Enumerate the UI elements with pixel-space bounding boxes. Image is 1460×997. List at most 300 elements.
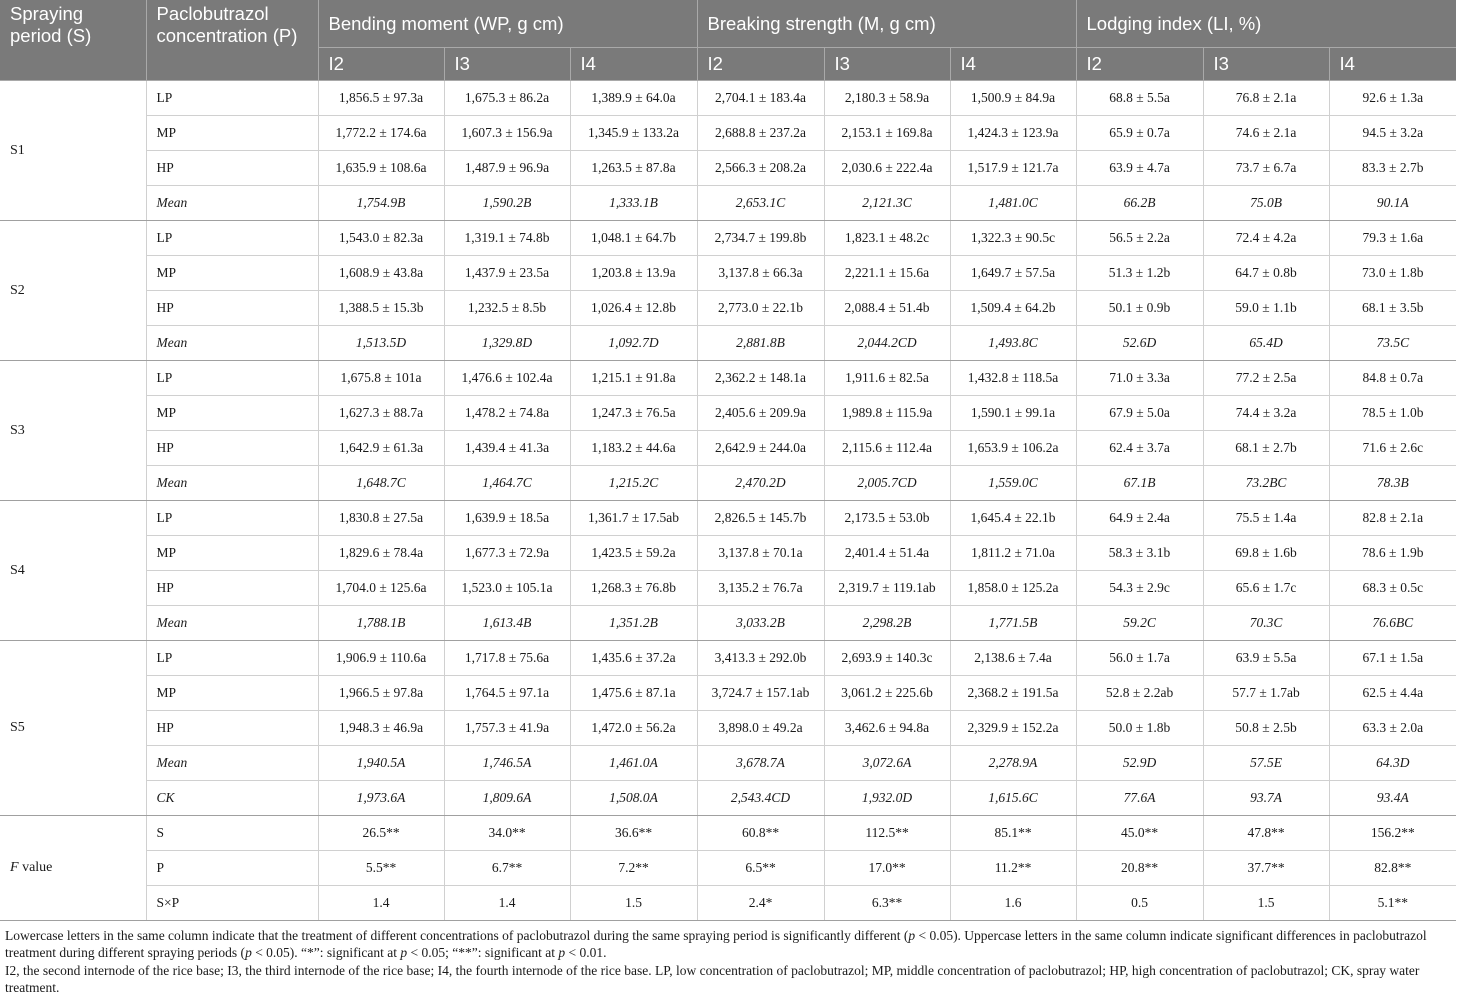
table-row [0, 746, 1456, 781]
value-cell: 73.0 ± 1.8b [1329, 256, 1456, 291]
value-cell: 156.2** [1329, 816, 1456, 851]
subheader-i2: I2 [1076, 48, 1203, 81]
concentration-cell: Mean [146, 326, 318, 361]
value-cell: 68.8 ± 5.5a [1076, 81, 1203, 116]
value-cell: 3,137.8 ± 70.1a [697, 536, 824, 571]
value-cell: 67.1B [1076, 466, 1203, 501]
value-cell: 5.1** [1329, 886, 1456, 921]
value-cell: 1,823.1 ± 48.2c [824, 221, 950, 256]
value-cell: 82.8 ± 2.1a [1329, 501, 1456, 536]
value-cell: 73.5C [1329, 326, 1456, 361]
value-cell: 92.6 ± 1.3a [1329, 81, 1456, 116]
table-row [0, 81, 1456, 116]
table-row [0, 291, 1456, 326]
value-cell: 52.8 ± 2.2ab [1076, 676, 1203, 711]
value-cell: 70.3C [1203, 606, 1329, 641]
value-cell: 47.8** [1203, 816, 1329, 851]
value-cell: 69.8 ± 1.6b [1203, 536, 1329, 571]
value-cell: 1,517.9 ± 121.7a [950, 151, 1076, 186]
value-cell: 64.3D [1329, 746, 1456, 781]
value-cell: 62.4 ± 3.7a [1076, 431, 1203, 466]
concentration-cell: HP [146, 431, 318, 466]
value-cell: 1,461.0A [570, 746, 697, 781]
value-cell: 0.5 [1076, 886, 1203, 921]
value-cell: 67.9 ± 5.0a [1076, 396, 1203, 431]
value-cell: 78.5 ± 1.0b [1329, 396, 1456, 431]
value-cell: 65.6 ± 1.7c [1203, 571, 1329, 606]
value-cell: 1,263.5 ± 87.8a [570, 151, 697, 186]
spraying-period-cell: S3 [0, 361, 146, 501]
value-cell: 83.3 ± 2.7b [1329, 151, 1456, 186]
table-row [0, 606, 1456, 641]
value-cell: 82.8** [1329, 851, 1456, 886]
value-cell: 1,472.0 ± 56.2a [570, 711, 697, 746]
header-lodging-index: Lodging index (LI, %) [1076, 0, 1456, 48]
value-cell: 5.5** [318, 851, 444, 886]
value-cell: 6.5** [697, 851, 824, 886]
value-cell: 93.4A [1329, 781, 1456, 816]
value-cell: 1,764.5 ± 97.1a [444, 676, 570, 711]
value-cell: 57.5E [1203, 746, 1329, 781]
table-row [0, 711, 1456, 746]
concentration-cell: LP [146, 641, 318, 676]
value-cell: 1,493.8C [950, 326, 1076, 361]
value-cell: 1,361.7 ± 17.5ab [570, 501, 697, 536]
value-cell: 1,627.3 ± 88.7a [318, 396, 444, 431]
value-cell: 112.5** [824, 816, 950, 851]
subheader-i2: I2 [697, 48, 824, 81]
value-cell: 1,481.0C [950, 186, 1076, 221]
value-cell: 20.8** [1076, 851, 1203, 886]
value-cell: 7.2** [570, 851, 697, 886]
value-cell: 1,487.9 ± 96.9a [444, 151, 570, 186]
table-row [0, 466, 1456, 501]
concentration-cell: HP [146, 711, 318, 746]
value-cell: 76.6BC [1329, 606, 1456, 641]
value-cell: 57.7 ± 1.7ab [1203, 676, 1329, 711]
value-cell: 2,401.4 ± 51.4a [824, 536, 950, 571]
value-cell: 1,648.7C [318, 466, 444, 501]
spraying-period-cell: S1 [0, 81, 146, 221]
table-body [0, 81, 1456, 921]
header-paclobutrazol-text: Paclobutrazol concentration (P) [156, 3, 298, 46]
header-spraying-period [0, 0, 146, 81]
concentration-cell: Mean [146, 466, 318, 501]
value-cell: 2,005.7CD [824, 466, 950, 501]
value-cell: 2.4* [697, 886, 824, 921]
value-cell: 2,278.9A [950, 746, 1076, 781]
value-cell: 2,566.3 ± 208.2a [697, 151, 824, 186]
concentration-cell: HP [146, 291, 318, 326]
concentration-cell: MP [146, 536, 318, 571]
value-cell: 73.2BC [1203, 466, 1329, 501]
value-cell: 1,590.2B [444, 186, 570, 221]
value-cell: 60.8** [697, 816, 824, 851]
value-cell: 78.3B [1329, 466, 1456, 501]
value-cell: 6.3** [824, 886, 950, 921]
table-row [0, 536, 1456, 571]
subheader-i4: I4 [570, 48, 697, 81]
footnote-significance [5, 927, 1451, 961]
value-cell: 1,351.2B [570, 606, 697, 641]
value-cell: 1,607.3 ± 156.9a [444, 116, 570, 151]
value-cell: 65.9 ± 0.7a [1076, 116, 1203, 151]
value-cell: 1,559.0C [950, 466, 1076, 501]
value-cell: 50.0 ± 1.8b [1076, 711, 1203, 746]
value-cell: 2,088.4 ± 51.4b [824, 291, 950, 326]
value-cell: 1,704.0 ± 125.6a [318, 571, 444, 606]
footnote-p: p [245, 945, 252, 960]
table-row [0, 886, 1456, 921]
footnote-text: < 0.05). “*”: significant at [251, 945, 401, 960]
value-cell: 93.7A [1203, 781, 1329, 816]
value-cell: 1,911.6 ± 82.5a [824, 361, 950, 396]
table-row [0, 256, 1456, 291]
value-cell: 1,788.1B [318, 606, 444, 641]
value-cell: 1,653.9 ± 106.2a [950, 431, 1076, 466]
table-header [0, 0, 1456, 81]
footnote-p: p [908, 928, 916, 943]
value-cell: 1,333.1B [570, 186, 697, 221]
value-cell: 2,881.8B [697, 326, 824, 361]
value-cell: 1.4 [318, 886, 444, 921]
value-cell: 1,500.9 ± 84.9a [950, 81, 1076, 116]
value-cell: 67.1 ± 1.5a [1329, 641, 1456, 676]
value-cell: 84.8 ± 0.7a [1329, 361, 1456, 396]
value-cell: 74.6 ± 2.1a [1203, 116, 1329, 151]
value-cell: 2,470.2D [697, 466, 824, 501]
concentration-cell: LP [146, 361, 318, 396]
value-cell: 1,608.9 ± 43.8a [318, 256, 444, 291]
value-cell: 1,389.9 ± 64.0a [570, 81, 697, 116]
value-cell: 1,635.9 ± 108.6a [318, 151, 444, 186]
value-cell: 54.3 ± 2.9c [1076, 571, 1203, 606]
value-cell: 2,773.0 ± 22.1b [697, 291, 824, 326]
table-row [0, 676, 1456, 711]
value-cell: 2,653.1C [697, 186, 824, 221]
value-cell: 56.0 ± 1.7a [1076, 641, 1203, 676]
value-cell: 3,462.6 ± 94.8a [824, 711, 950, 746]
value-cell: 63.3 ± 2.0a [1329, 711, 1456, 746]
footnote-text: < 0.05; “**”: significant at [407, 945, 559, 960]
footnote-text: Lowercase letters in the same column indicate that the treatment of different concentrations of paclobutrazol during the same spraying period is significantly different ( [5, 928, 909, 943]
value-cell: 2,734.7 ± 199.8b [697, 221, 824, 256]
value-cell: 1,508.0A [570, 781, 697, 816]
value-cell: 65.4D [1203, 326, 1329, 361]
value-cell: 75.5 ± 1.4a [1203, 501, 1329, 536]
subheader-i3: I3 [824, 48, 950, 81]
value-cell: 2,368.2 ± 191.5a [950, 676, 1076, 711]
value-cell: 1,464.7C [444, 466, 570, 501]
value-cell: 50.8 ± 2.5b [1203, 711, 1329, 746]
value-cell: 56.5 ± 2.2a [1076, 221, 1203, 256]
value-cell: 1,757.3 ± 41.9a [444, 711, 570, 746]
value-cell: 1,543.0 ± 82.3a [318, 221, 444, 256]
table-row [0, 396, 1456, 431]
value-cell: 71.6 ± 2.6c [1329, 431, 1456, 466]
value-cell: 72.4 ± 4.2a [1203, 221, 1329, 256]
value-cell: 1,717.8 ± 75.6a [444, 641, 570, 676]
value-cell: 1,906.9 ± 110.6a [318, 641, 444, 676]
concentration-cell: MP [146, 396, 318, 431]
spraying-period-cell: S5 [0, 641, 146, 816]
concentration-cell: Mean [146, 606, 318, 641]
value-cell: 34.0** [444, 816, 570, 851]
footnote-text: < 0.05). Uppercase letters in the same column indicate significant differences in paclobutrazol treatment during different spraying periods ( [5, 928, 1427, 960]
value-cell: 1,329.8D [444, 326, 570, 361]
subheader-i2: I2 [318, 48, 444, 81]
value-cell: 1,432.8 ± 118.5a [950, 361, 1076, 396]
value-cell: 1,523.0 ± 105.1a [444, 571, 570, 606]
concentration-cell: MP [146, 116, 318, 151]
value-cell: 94.5 ± 3.2a [1329, 116, 1456, 151]
value-cell: 1,345.9 ± 133.2a [570, 116, 697, 151]
value-cell: 1,829.6 ± 78.4a [318, 536, 444, 571]
value-cell: 2,121.3C [824, 186, 950, 221]
value-cell: 50.1 ± 0.9b [1076, 291, 1203, 326]
value-cell: 1,771.5B [950, 606, 1076, 641]
value-cell: 90.1A [1329, 186, 1456, 221]
value-cell: 52.6D [1076, 326, 1203, 361]
footnote-text: < 0.01. [565, 945, 607, 960]
value-cell: 1,513.5D [318, 326, 444, 361]
value-cell: 2,329.9 ± 152.2a [950, 711, 1076, 746]
value-cell: 2,642.9 ± 244.0a [697, 431, 824, 466]
value-cell: 1.4 [444, 886, 570, 921]
value-cell: 1,858.0 ± 125.2a [950, 571, 1076, 606]
value-cell: 1,639.9 ± 18.5a [444, 501, 570, 536]
header-breaking-strength: Breaking strength (M, g cm) [697, 0, 1076, 48]
value-cell: 2,298.2B [824, 606, 950, 641]
value-cell: 1,675.3 ± 86.2a [444, 81, 570, 116]
value-cell: 1,183.2 ± 44.6a [570, 431, 697, 466]
table-row [0, 361, 1456, 396]
subheader-i3: I3 [1203, 48, 1329, 81]
value-cell: 6.7** [444, 851, 570, 886]
value-cell: 75.0B [1203, 186, 1329, 221]
value-cell: 63.9 ± 4.7a [1076, 151, 1203, 186]
value-cell: 2,405.6 ± 209.9a [697, 396, 824, 431]
concentration-cell: HP [146, 571, 318, 606]
value-cell: 2,044.2CD [824, 326, 950, 361]
value-cell: 1,478.2 ± 74.8a [444, 396, 570, 431]
value-cell: 1,754.9B [318, 186, 444, 221]
header-paclobutrazol-concentration [146, 0, 318, 81]
value-cell: 62.5 ± 4.4a [1329, 676, 1456, 711]
table-row [0, 326, 1456, 361]
value-cell: 1.6 [950, 886, 1076, 921]
value-cell: 17.0** [824, 851, 950, 886]
value-cell: 3,724.7 ± 157.1ab [697, 676, 824, 711]
concentration-cell: S×P [146, 886, 318, 921]
value-cell: 2,138.6 ± 7.4a [950, 641, 1076, 676]
footnote-abbreviations: I2, the second internode of the rice base; I3, the third internode of the rice base; I4, the fourth internode of the rice base. LP, low concentration of paclobutrazol; MP, middle concentration of paclobutrazol; HP, high concentration of paclobutrazol; CK, spray water treatment. [5, 963, 1420, 995]
table-row [0, 816, 1456, 851]
header-spraying-period-text: Spraying period (S) [10, 3, 92, 46]
value-cell: 2,693.9 ± 140.3c [824, 641, 950, 676]
value-cell: 51.3 ± 1.2b [1076, 256, 1203, 291]
value-cell: 64.7 ± 0.8b [1203, 256, 1329, 291]
header-bending-moment: Bending moment (WP, g cm) [318, 0, 697, 48]
value-cell: 1.5 [1203, 886, 1329, 921]
subheader-i4: I4 [1329, 48, 1456, 81]
value-cell: 1,811.2 ± 71.0a [950, 536, 1076, 571]
value-cell: 3,061.2 ± 225.6b [824, 676, 950, 711]
value-cell: 1,268.3 ± 76.8b [570, 571, 697, 606]
value-cell: 2,115.6 ± 112.4a [824, 431, 950, 466]
value-cell: 1,613.4B [444, 606, 570, 641]
value-cell: 1,092.7D [570, 326, 697, 361]
value-cell: 1,590.1 ± 99.1a [950, 396, 1076, 431]
value-cell: 2,153.1 ± 169.8a [824, 116, 950, 151]
value-cell: 59.0 ± 1.1b [1203, 291, 1329, 326]
concentration-cell: LP [146, 221, 318, 256]
footnote-p: p [558, 945, 566, 960]
value-cell: 11.2** [950, 851, 1076, 886]
value-cell: 1,439.4 ± 41.3a [444, 431, 570, 466]
value-cell: 1,423.5 ± 59.2a [570, 536, 697, 571]
value-cell: 1,642.9 ± 61.3a [318, 431, 444, 466]
value-cell: 45.0** [1076, 816, 1203, 851]
value-cell: 3,413.3 ± 292.0b [697, 641, 824, 676]
value-cell: 59.2C [1076, 606, 1203, 641]
value-cell: 1,424.3 ± 123.9a [950, 116, 1076, 151]
value-cell: 1,677.3 ± 72.9a [444, 536, 570, 571]
value-cell: 1,856.5 ± 97.3a [318, 81, 444, 116]
value-cell: 1,615.6C [950, 781, 1076, 816]
concentration-cell: HP [146, 151, 318, 186]
concentration-cell: MP [146, 256, 318, 291]
value-cell: 1,649.7 ± 57.5a [950, 256, 1076, 291]
concentration-cell: CK [146, 781, 318, 816]
value-cell: 1,932.0D [824, 781, 950, 816]
spraying-period-cell: S4 [0, 501, 146, 641]
value-cell: 2,688.8 ± 237.2a [697, 116, 824, 151]
value-cell: 1,476.6 ± 102.4a [444, 361, 570, 396]
table-row [0, 151, 1456, 186]
concentration-cell: MP [146, 676, 318, 711]
value-cell: 68.1 ± 2.7b [1203, 431, 1329, 466]
value-cell: 79.3 ± 1.6a [1329, 221, 1456, 256]
value-cell: 3,072.6A [824, 746, 950, 781]
value-cell: 1,746.5A [444, 746, 570, 781]
concentration-cell: Mean [146, 746, 318, 781]
value-cell: 1,319.1 ± 74.8b [444, 221, 570, 256]
concentration-cell: LP [146, 81, 318, 116]
value-cell: 2,319.7 ± 119.1ab [824, 571, 950, 606]
value-cell: 37.7** [1203, 851, 1329, 886]
value-cell: 2,543.4CD [697, 781, 824, 816]
value-cell: 1,388.5 ± 15.3b [318, 291, 444, 326]
value-cell: 2,221.1 ± 15.6a [824, 256, 950, 291]
value-cell: 1,973.6A [318, 781, 444, 816]
value-cell: 3,137.8 ± 66.3a [697, 256, 824, 291]
table-footnotes [0, 921, 1451, 996]
value-cell: 1,830.8 ± 27.5a [318, 501, 444, 536]
value-cell: 3,898.0 ± 49.2a [697, 711, 824, 746]
table-row [0, 221, 1456, 256]
spraying-period-cell: S2 [0, 221, 146, 361]
value-cell: 1,048.1 ± 64.7b [570, 221, 697, 256]
value-cell: 68.1 ± 3.5b [1329, 291, 1456, 326]
value-cell: 2,173.5 ± 53.0b [824, 501, 950, 536]
value-cell: 78.6 ± 1.9b [1329, 536, 1456, 571]
value-cell: 1,675.8 ± 101a [318, 361, 444, 396]
concentration-cell: P [146, 851, 318, 886]
value-cell: 1,948.3 ± 46.9a [318, 711, 444, 746]
value-cell: 77.2 ± 2.5a [1203, 361, 1329, 396]
value-cell: 76.8 ± 2.1a [1203, 81, 1329, 116]
value-cell: 2,030.6 ± 222.4a [824, 151, 950, 186]
table-row [0, 186, 1456, 221]
value-cell: 1,940.5A [318, 746, 444, 781]
value-cell: 3,135.2 ± 76.7a [697, 571, 824, 606]
value-cell: 1,772.2 ± 174.6a [318, 116, 444, 151]
table-row [0, 116, 1456, 151]
table-row [0, 571, 1456, 606]
value-cell: 71.0 ± 3.3a [1076, 361, 1203, 396]
value-cell: 2,362.2 ± 148.1a [697, 361, 824, 396]
value-cell: 1,215.1 ± 91.8a [570, 361, 697, 396]
table-row [0, 501, 1456, 536]
value-cell: 1,966.5 ± 97.8a [318, 676, 444, 711]
spraying-period-cell: F value [0, 816, 146, 921]
value-cell: 1,437.9 ± 23.5a [444, 256, 570, 291]
value-cell: 1,232.5 ± 8.5b [444, 291, 570, 326]
value-cell: 73.7 ± 6.7a [1203, 151, 1329, 186]
value-cell: 3,678.7A [697, 746, 824, 781]
value-cell: 1,645.4 ± 22.1b [950, 501, 1076, 536]
value-cell: 74.4 ± 3.2a [1203, 396, 1329, 431]
value-cell: 52.9D [1076, 746, 1203, 781]
footnote-p: p [400, 945, 408, 960]
table-row [0, 851, 1456, 886]
value-cell: 3,033.2B [697, 606, 824, 641]
concentration-cell: Mean [146, 186, 318, 221]
value-cell: 1.5 [570, 886, 697, 921]
subheader-i4: I4 [950, 48, 1076, 81]
value-cell: 77.6A [1076, 781, 1203, 816]
subheader-i3: I3 [444, 48, 570, 81]
value-cell: 1,203.8 ± 13.9a [570, 256, 697, 291]
concentration-cell: S [146, 816, 318, 851]
value-cell: 2,180.3 ± 58.9a [824, 81, 950, 116]
value-cell: 1,026.4 ± 12.8b [570, 291, 697, 326]
value-cell: 66.2B [1076, 186, 1203, 221]
value-cell: 1,475.6 ± 87.1a [570, 676, 697, 711]
value-cell: 2,826.5 ± 145.7b [697, 501, 824, 536]
value-cell: 58.3 ± 3.1b [1076, 536, 1203, 571]
value-cell: 1,247.3 ± 76.5a [570, 396, 697, 431]
value-cell: 1,322.3 ± 90.5c [950, 221, 1076, 256]
value-cell: 85.1** [950, 816, 1076, 851]
value-cell: 36.6** [570, 816, 697, 851]
table-row [0, 641, 1456, 676]
concentration-cell: LP [146, 501, 318, 536]
f-symbol: F [10, 860, 19, 875]
value-cell: 64.9 ± 2.4a [1076, 501, 1203, 536]
value-cell: 63.9 ± 5.5a [1203, 641, 1329, 676]
value-cell: 1,435.6 ± 37.2a [570, 641, 697, 676]
value-cell: 68.3 ± 0.5c [1329, 571, 1456, 606]
value-cell: 1,215.2C [570, 466, 697, 501]
value-cell: 1,809.6A [444, 781, 570, 816]
table-row [0, 431, 1456, 466]
value-cell: 1,989.8 ± 115.9a [824, 396, 950, 431]
value-cell: 1,509.4 ± 64.2b [950, 291, 1076, 326]
value-cell: 26.5** [318, 816, 444, 851]
table-row [0, 781, 1456, 816]
